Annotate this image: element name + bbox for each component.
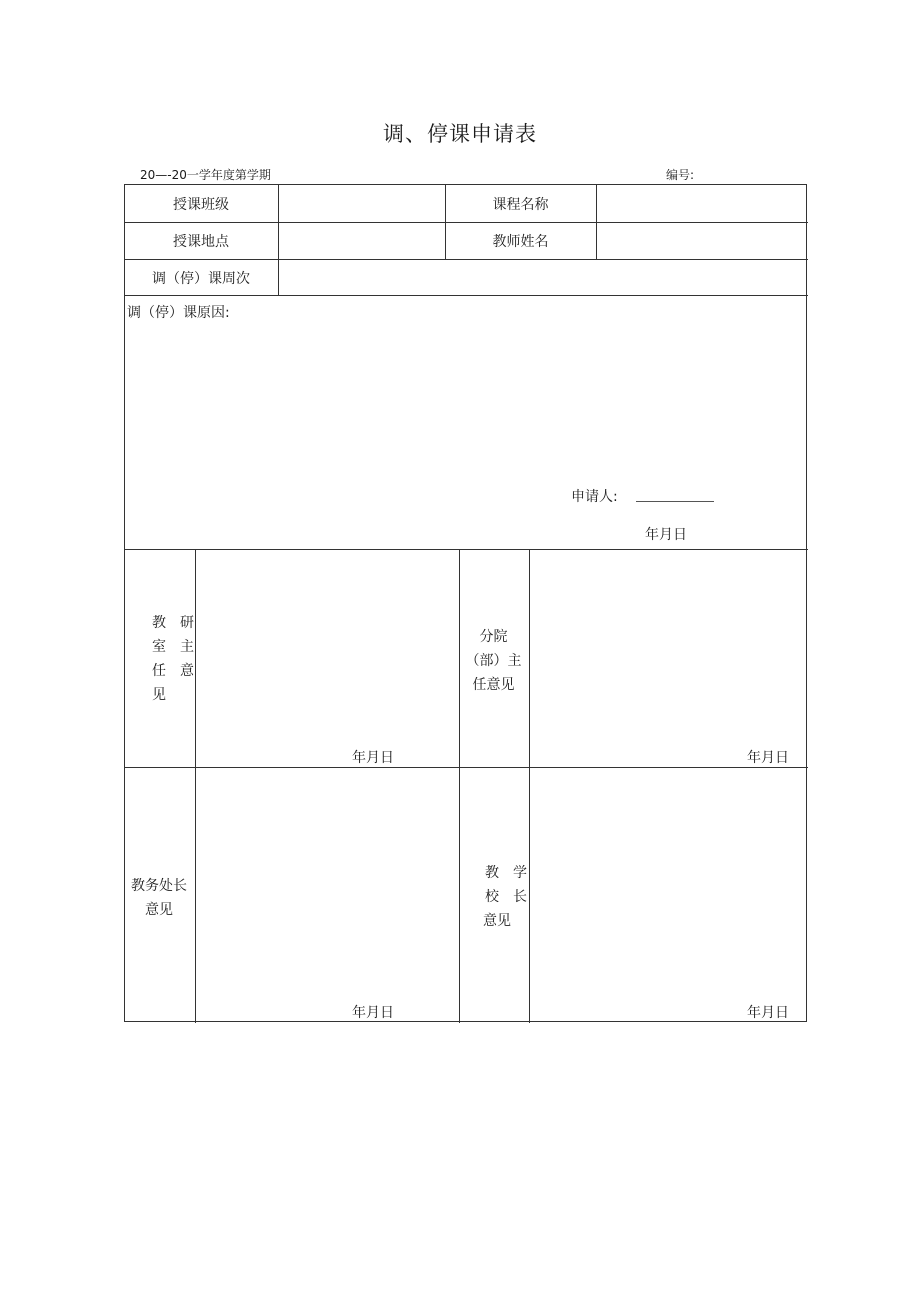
- serial-number-label: 编号:: [666, 168, 695, 182]
- principal-label-line: 校 长: [485, 889, 527, 905]
- applicant-signature-line[interactable]: [636, 501, 714, 502]
- reason-label: 调（停）课原因:: [127, 305, 230, 321]
- department-opinion-field[interactable]: [530, 550, 806, 740]
- location-label: 授课地点: [173, 234, 229, 250]
- research-opinion-field[interactable]: [196, 550, 458, 740]
- teacher-name-field[interactable]: [597, 222, 806, 258]
- course-name-field[interactable]: [597, 185, 806, 221]
- class-label: 授课班级: [173, 197, 229, 213]
- academic-label-line: 意见: [145, 902, 173, 918]
- research-label-line: 室 主: [152, 639, 194, 655]
- principal-opinion-field[interactable]: [530, 768, 806, 993]
- academic-affairs-label: [124, 874, 194, 922]
- academic-date: 年月日: [352, 1005, 394, 1021]
- week-field[interactable]: [279, 259, 806, 294]
- research-label-line: 见: [152, 687, 166, 703]
- applicant-label: 申请人:: [571, 489, 618, 505]
- location-field[interactable]: [279, 222, 444, 258]
- principal-label-line: 意见: [483, 913, 511, 929]
- academic-label-line: 教务处长: [131, 878, 187, 894]
- semester-text: 20—-20一学年度第学期: [140, 168, 271, 182]
- department-label: [459, 625, 528, 697]
- research-office-label: [140, 611, 196, 707]
- dept-label-line: 分院: [479, 629, 508, 645]
- class-field[interactable]: [279, 185, 444, 221]
- dept-label-line: 任意见: [472, 677, 515, 693]
- research-label-line: 教 研: [152, 615, 194, 631]
- form-title: 调、停课申请表: [383, 122, 537, 146]
- principal-date: 年月日: [747, 1005, 789, 1021]
- principal-label: [473, 861, 529, 933]
- department-date: 年月日: [747, 750, 789, 766]
- week-label: 调（停）课周次: [152, 271, 250, 287]
- research-label-line: 任 意: [152, 663, 194, 679]
- course-name-label: 课程名称: [492, 197, 549, 213]
- teacher-name-label: 教师姓名: [492, 234, 549, 250]
- academic-opinion-field[interactable]: [196, 768, 458, 993]
- dept-label-line: （部）主: [465, 653, 522, 669]
- reason-date: 年月日: [645, 527, 687, 543]
- principal-label-line: 教 学: [485, 865, 527, 881]
- research-date: 年月日: [352, 750, 394, 766]
- reason-field[interactable]: [126, 325, 806, 475]
